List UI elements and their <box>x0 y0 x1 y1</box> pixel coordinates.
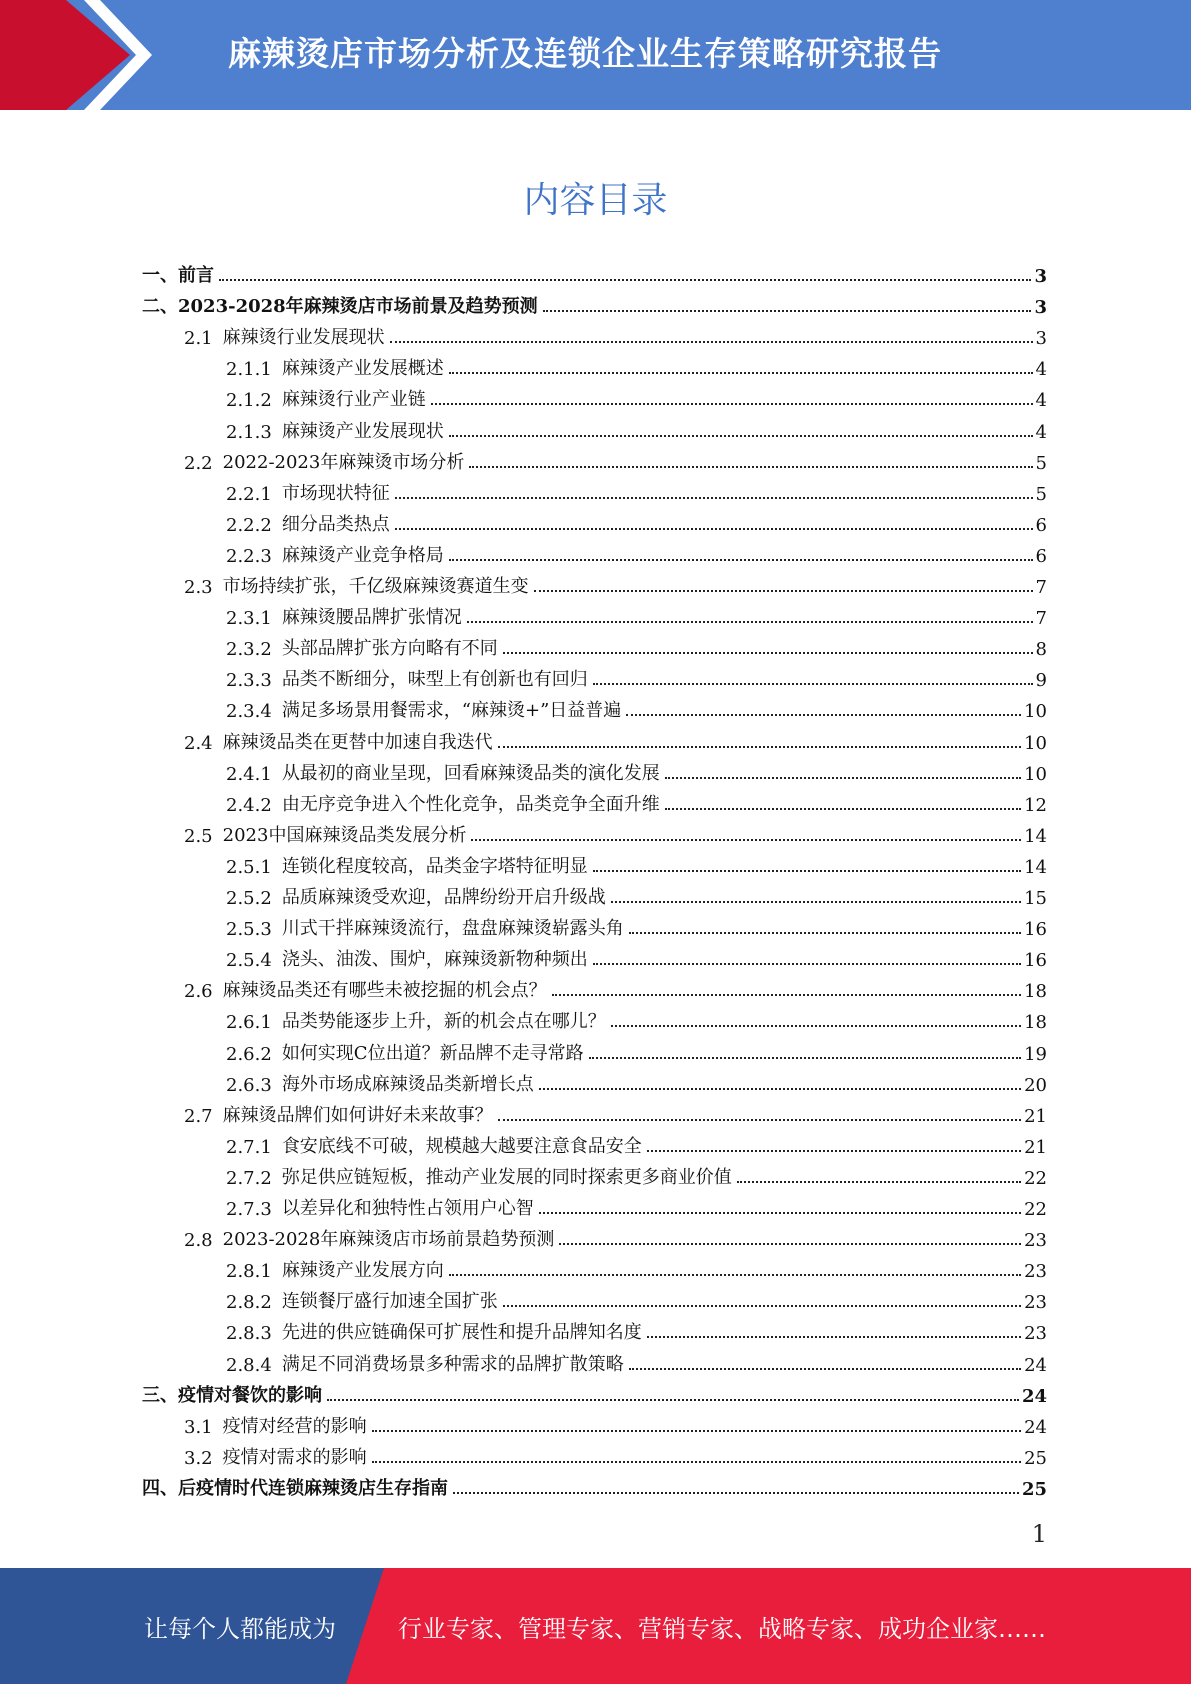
toc-entry[interactable] <box>226 790 1047 816</box>
toc-entry-title: 先进的供应链确保可扩展性和提升品牌知名度 <box>281 1322 642 1344</box>
toc-entry-page: 8 <box>1035 639 1047 661</box>
toc-entry[interactable] <box>142 1474 1047 1500</box>
toc-entry-title: 细分品类热点 <box>281 513 390 535</box>
toc-entry-title: 麻辣烫产业竞争格局 <box>281 544 444 566</box>
toc-entry-title: 后疫情时代连锁麻辣烫店生存指南 <box>178 1477 448 1499</box>
toc-entry[interactable] <box>226 603 1047 629</box>
toc-entry-title: 麻辣烫产业发展现状 <box>281 420 444 442</box>
toc-entry-number: 2.6.1 <box>226 1012 272 1034</box>
toc-entry-title: 川式干拌麻辣烫流行，盘盘麻辣烫崭露头角 <box>281 918 624 940</box>
toc-dot-leader <box>395 528 1033 530</box>
toc-entry-page: 21 <box>1024 1105 1047 1127</box>
toc-entry-number: 2.8.3 <box>226 1323 272 1345</box>
toc-entry-number: 2.3.3 <box>226 670 272 692</box>
toc-entry-title: 满足不同消费场景多种需求的品牌扩散策略 <box>281 1353 624 1375</box>
page-footer <box>0 1568 1191 1684</box>
toc-entry-number: 2.8.4 <box>226 1354 272 1376</box>
toc-entry-page: 5 <box>1035 452 1047 474</box>
toc-entry-title: 2023-2028年麻辣烫店市场前景趋势预测 <box>222 1229 555 1251</box>
toc-entry-title: 以差异化和独特性占领用户心智 <box>281 1198 534 1219</box>
toc-dot-leader <box>498 746 1021 748</box>
toc-entry-number: 2.3.1 <box>226 608 272 630</box>
toc-entry-title: 从最初的商业呈现，回看麻辣烫品类的演化发展 <box>281 762 660 784</box>
toc-entry-page: 7 <box>1035 608 1047 630</box>
toc-dot-leader <box>559 1243 1021 1245</box>
toc-entry[interactable] <box>184 976 1047 1002</box>
toc-dot-leader <box>449 435 1033 437</box>
toc-entry-page: 15 <box>1024 888 1047 909</box>
toc-dot-leader <box>503 1305 1021 1307</box>
toc-entry[interactable] <box>226 914 1047 940</box>
toc-entry-page: 22 <box>1024 1199 1047 1220</box>
toc-entry-title: 满足多场景用餐需求，“麻辣烫+”日益普遍 <box>281 700 622 722</box>
toc-entry[interactable] <box>226 1163 1047 1189</box>
toc-entry-title: 由无序竞争进入个性化竞争，品类竞争全面升维 <box>281 793 660 815</box>
report-title: 麻辣烫店市场分析及连锁企业生存策略研究报告 <box>228 34 942 73</box>
toc-entry-title: 海外市场成麻辣烫品类新增长点 <box>281 1073 534 1095</box>
toc-entry[interactable] <box>226 1287 1047 1313</box>
toc-dot-leader <box>589 1057 1022 1059</box>
toc-entry-number: 2.2.1 <box>226 483 272 505</box>
toc-entry-number: 2.2.2 <box>226 514 272 536</box>
toc-entry-page: 25 <box>1024 1447 1047 1469</box>
toc-entry-page: 20 <box>1024 1074 1047 1096</box>
toc-dot-leader <box>449 559 1033 561</box>
toc-entry-page: 5 <box>1035 483 1047 505</box>
toc-entry-number: 2.5.1 <box>226 856 272 878</box>
toc-entry[interactable] <box>226 852 1047 878</box>
toc-dot-leader <box>647 1150 1021 1152</box>
toc-entry-title: 市场现状特征 <box>281 482 390 504</box>
toc-entry-title: 疫情对餐饮的影响 <box>178 1384 322 1406</box>
toc-dot-leader <box>534 590 1033 592</box>
footer-slogan-left: 让每个人都能成为 <box>144 1615 336 1643</box>
toc-entry-number: 2.4.1 <box>226 763 272 785</box>
toc-entry-page: 19 <box>1024 1043 1047 1065</box>
toc-entry-number: 2.5 <box>184 825 213 847</box>
toc-entry-title: 麻辣烫产业发展概述 <box>281 358 444 380</box>
toc-entry-number: 3.1 <box>184 1416 213 1438</box>
toc-entry-number: 2.8.1 <box>226 1261 272 1283</box>
toc-entry-number: 2.1.3 <box>226 421 272 443</box>
toc-entry-number: 2.3.2 <box>226 639 272 661</box>
toc-dot-leader <box>593 870 1021 872</box>
footer-slogan-right: 行业专家、管理专家、营销专家、战略专家、成功企业家…… <box>398 1615 1046 1643</box>
toc-entry-number: 2.8.2 <box>226 1292 272 1314</box>
toc-entry-title: 2023-2028年麻辣烫店市场前景及趋势预测 <box>178 296 538 318</box>
toc-entry[interactable] <box>184 448 1047 474</box>
toc-dot-leader <box>647 1336 1021 1338</box>
toc-entry-number: 四、 <box>142 1477 178 1499</box>
toc-dot-leader <box>327 1399 1019 1401</box>
toc-entry-page: 16 <box>1024 950 1047 972</box>
toc-entry[interactable] <box>226 696 1047 722</box>
toc-entry[interactable] <box>226 1318 1047 1344</box>
toc-entry-page: 22 <box>1024 1167 1047 1189</box>
toc-entry-number: 2.3.4 <box>226 701 272 723</box>
toc-entry[interactable] <box>226 510 1047 536</box>
toc-entry[interactable] <box>184 1225 1047 1251</box>
toc-dot-leader <box>665 777 1021 779</box>
toc-dot-leader <box>629 1368 1021 1370</box>
toc-entry-title: 麻辣烫品类在更替中加速自我迭代 <box>222 731 493 753</box>
toc-entry-title: 前言 <box>178 265 214 286</box>
toc-entry-page: 4 <box>1035 390 1047 412</box>
toc-entry[interactable] <box>184 1443 1047 1469</box>
toc-dot-leader <box>449 372 1033 374</box>
page-header <box>0 0 1191 110</box>
toc-entry-title: 市场持续扩张，千亿级麻辣烫赛道生变 <box>222 576 529 597</box>
toc-entry-page: 3 <box>1034 297 1047 319</box>
toc-entry-number: 2.6.2 <box>226 1043 272 1065</box>
toc-entry[interactable] <box>226 1194 1047 1220</box>
toc-entry-title: 弥足供应链短板，推动产业发展的同时探索更多商业价值 <box>281 1166 732 1188</box>
toc-dot-leader <box>593 963 1021 965</box>
toc-entry-title: 品类势能逐步上升，新的机会点在哪儿？ <box>281 1011 606 1033</box>
toc-dot-leader <box>395 497 1033 499</box>
toc-entry-page: 4 <box>1035 421 1047 443</box>
toc-dot-leader <box>737 1181 1021 1183</box>
toc-dot-leader <box>471 839 1021 841</box>
toc-entry-title: 麻辣烫品类还有哪些未被挖掘的机会点？ <box>222 980 547 1002</box>
toc-entry-title: 麻辣烫腰品牌扩张情况 <box>281 607 462 629</box>
toc-entry[interactable] <box>226 479 1047 505</box>
toc-entry-number: 2.7.2 <box>226 1167 272 1189</box>
toc-dot-leader <box>626 714 1021 716</box>
toc-dot-leader <box>552 994 1021 996</box>
toc-dot-leader <box>449 1274 1021 1276</box>
toc-entry-page: 12 <box>1024 794 1047 816</box>
toc-entry-page: 24 <box>1024 1354 1047 1376</box>
toc-entry[interactable] <box>226 1350 1047 1376</box>
toc-entry-page: 14 <box>1024 825 1047 847</box>
toc-entry[interactable] <box>226 1256 1047 1282</box>
toc-dot-leader <box>593 683 1033 685</box>
toc-entry[interactable] <box>226 541 1047 567</box>
toc-entry-page: 21 <box>1024 1136 1047 1158</box>
toc-entry-title: 浇头、油泼、围炉，麻辣烫新物种频出 <box>281 949 588 971</box>
toc-entry-number: 2.5.3 <box>226 919 272 941</box>
toc-dot-leader <box>431 403 1033 405</box>
toc-dot-leader <box>372 1461 1021 1463</box>
toc-dot-leader <box>498 1119 1021 1121</box>
toc-entry-number: 2.6 <box>184 981 213 1003</box>
toc-entry-page: 10 <box>1024 732 1047 754</box>
toc-entry[interactable] <box>184 1101 1047 1127</box>
toc-entry-page: 18 <box>1024 1012 1047 1034</box>
toc-entry-title: 疫情对经营的影响 <box>222 1415 367 1437</box>
toc-entry-number: 2.1 <box>184 328 213 350</box>
toc-entry[interactable] <box>226 1007 1047 1033</box>
toc-entry-page: 25 <box>1021 1478 1047 1500</box>
toc-entry-number: 2.5.4 <box>226 950 272 972</box>
toc-entry[interactable] <box>226 385 1047 411</box>
toc-heading: 内容目录 <box>523 180 668 221</box>
toc-entry-number: 3.2 <box>184 1447 213 1469</box>
toc-entry-number: 2.4.2 <box>226 794 272 816</box>
toc-entry-page: 24 <box>1021 1385 1047 1407</box>
toc-entry[interactable] <box>226 665 1047 691</box>
toc-entry-title: 食安底线不可破，规模越大越要注意食品安全 <box>281 1135 642 1157</box>
toc-dot-leader <box>665 808 1021 810</box>
toc-entry-page: 23 <box>1024 1230 1047 1252</box>
page-number: 1 <box>1031 1520 1047 1548</box>
toc-entry-number: 2.6.3 <box>226 1074 272 1096</box>
toc-entry-page: 23 <box>1024 1292 1047 1314</box>
toc-entry[interactable] <box>184 323 1047 349</box>
toc-entry-title: 连锁化程度较高，品类金字塔特征明显 <box>281 855 588 877</box>
toc-entry-number: 一、 <box>142 265 178 286</box>
toc-dot-leader <box>453 1492 1019 1494</box>
toc-entry-page: 3 <box>1034 266 1047 287</box>
toc-entry-title: 头部品牌扩张方向略有不同 <box>281 638 498 660</box>
toc-entry-title: 连锁餐厅盛行加速全国扩张 <box>281 1291 498 1313</box>
toc-entry[interactable] <box>226 1132 1047 1158</box>
toc-entry-title: 疫情对需求的影响 <box>222 1446 367 1468</box>
toc-dot-leader <box>539 1212 1021 1214</box>
toc-dot-leader <box>503 652 1033 654</box>
toc-entry-page: 3 <box>1035 328 1047 350</box>
toc-dot-leader <box>539 1088 1021 1090</box>
toc-entry-number: 2.7.3 <box>226 1199 272 1220</box>
toc-entry[interactable] <box>226 634 1047 660</box>
toc-entry-title: 品类不断细分，味型上有创新也有回归 <box>281 669 588 691</box>
toc-dot-leader <box>219 279 1031 281</box>
toc-dot-leader <box>467 621 1033 623</box>
toc-entry-title: 如何实现C位出道？新品牌不走寻常路 <box>281 1042 584 1064</box>
toc-entry[interactable] <box>142 261 1047 287</box>
toc-entry[interactable] <box>142 292 1047 318</box>
toc-entry-page: 6 <box>1035 545 1047 567</box>
toc-entry-title: 品质麻辣烫受欢迎，品牌纷纷开启升级战 <box>281 887 606 908</box>
toc-entry[interactable] <box>184 821 1047 847</box>
toc-entry-page: 7 <box>1035 577 1047 598</box>
toc-entry-page: 24 <box>1024 1416 1047 1438</box>
toc-entry[interactable] <box>226 1070 1047 1096</box>
toc-entry-number: 2.7 <box>184 1105 213 1127</box>
toc-dot-leader <box>469 466 1032 468</box>
toc-entry-page: 23 <box>1024 1261 1047 1283</box>
toc-entry-page: 4 <box>1035 359 1047 381</box>
toc-entry-number: 2.1.2 <box>226 390 272 412</box>
toc-entry-number: 二、 <box>142 296 178 318</box>
toc-dot-leader <box>390 341 1033 343</box>
toc-entry-title: 麻辣烫行业发展现状 <box>222 327 385 349</box>
toc-entry-number: 2.1.1 <box>226 359 272 381</box>
toc-entry-page: 10 <box>1024 701 1047 723</box>
toc-entry-number: 2.2 <box>184 452 213 474</box>
toc-entry[interactable] <box>142 1381 1047 1407</box>
toc-entry[interactable] <box>226 759 1047 785</box>
toc-dot-leader <box>611 1025 1021 1027</box>
toc-dot-leader <box>543 310 1032 312</box>
toc-dot-leader <box>629 932 1021 934</box>
toc-entry[interactable] <box>226 883 1047 909</box>
toc-dot-leader <box>611 901 1021 903</box>
toc-entry-number: 2.3 <box>184 577 213 598</box>
toc-entry-number: 2.4 <box>184 732 213 754</box>
toc-entry-page: 6 <box>1035 514 1047 536</box>
toc-entry[interactable] <box>184 572 1047 598</box>
toc-entry-page: 14 <box>1024 856 1047 878</box>
toc-entry[interactable] <box>226 1039 1047 1065</box>
toc-entry-title: 2023中国麻辣烫品类发展分析 <box>222 824 467 846</box>
toc-entry[interactable] <box>226 417 1047 443</box>
toc-entry[interactable] <box>226 945 1047 971</box>
toc-entry-title: 2022-2023年麻辣烫市场分析 <box>222 451 465 473</box>
toc-entry-number: 三、 <box>142 1384 178 1406</box>
toc-entry-number: 2.5.2 <box>226 888 272 909</box>
toc-entry-page: 23 <box>1024 1323 1047 1345</box>
toc-entry-number: 2.7.1 <box>226 1136 272 1158</box>
toc-entry[interactable] <box>184 1412 1047 1438</box>
toc-entry-page: 16 <box>1024 919 1047 941</box>
toc-entry-title: 麻辣烫品牌们如何讲好未来故事？ <box>222 1104 493 1126</box>
toc-entry-page: 9 <box>1035 670 1047 692</box>
toc-entry-number: 2.8 <box>184 1230 213 1252</box>
toc-entry-number: 2.2.3 <box>226 545 272 567</box>
toc-entry-page: 18 <box>1024 981 1047 1003</box>
toc-entry[interactable] <box>226 354 1047 380</box>
toc-dot-leader <box>372 1430 1021 1432</box>
toc-entry-title: 麻辣烫行业产业链 <box>281 389 426 411</box>
toc-entry-title: 麻辣烫产业发展方向 <box>281 1260 444 1282</box>
toc-entry-page: 10 <box>1024 763 1047 785</box>
toc-entry[interactable] <box>184 728 1047 754</box>
